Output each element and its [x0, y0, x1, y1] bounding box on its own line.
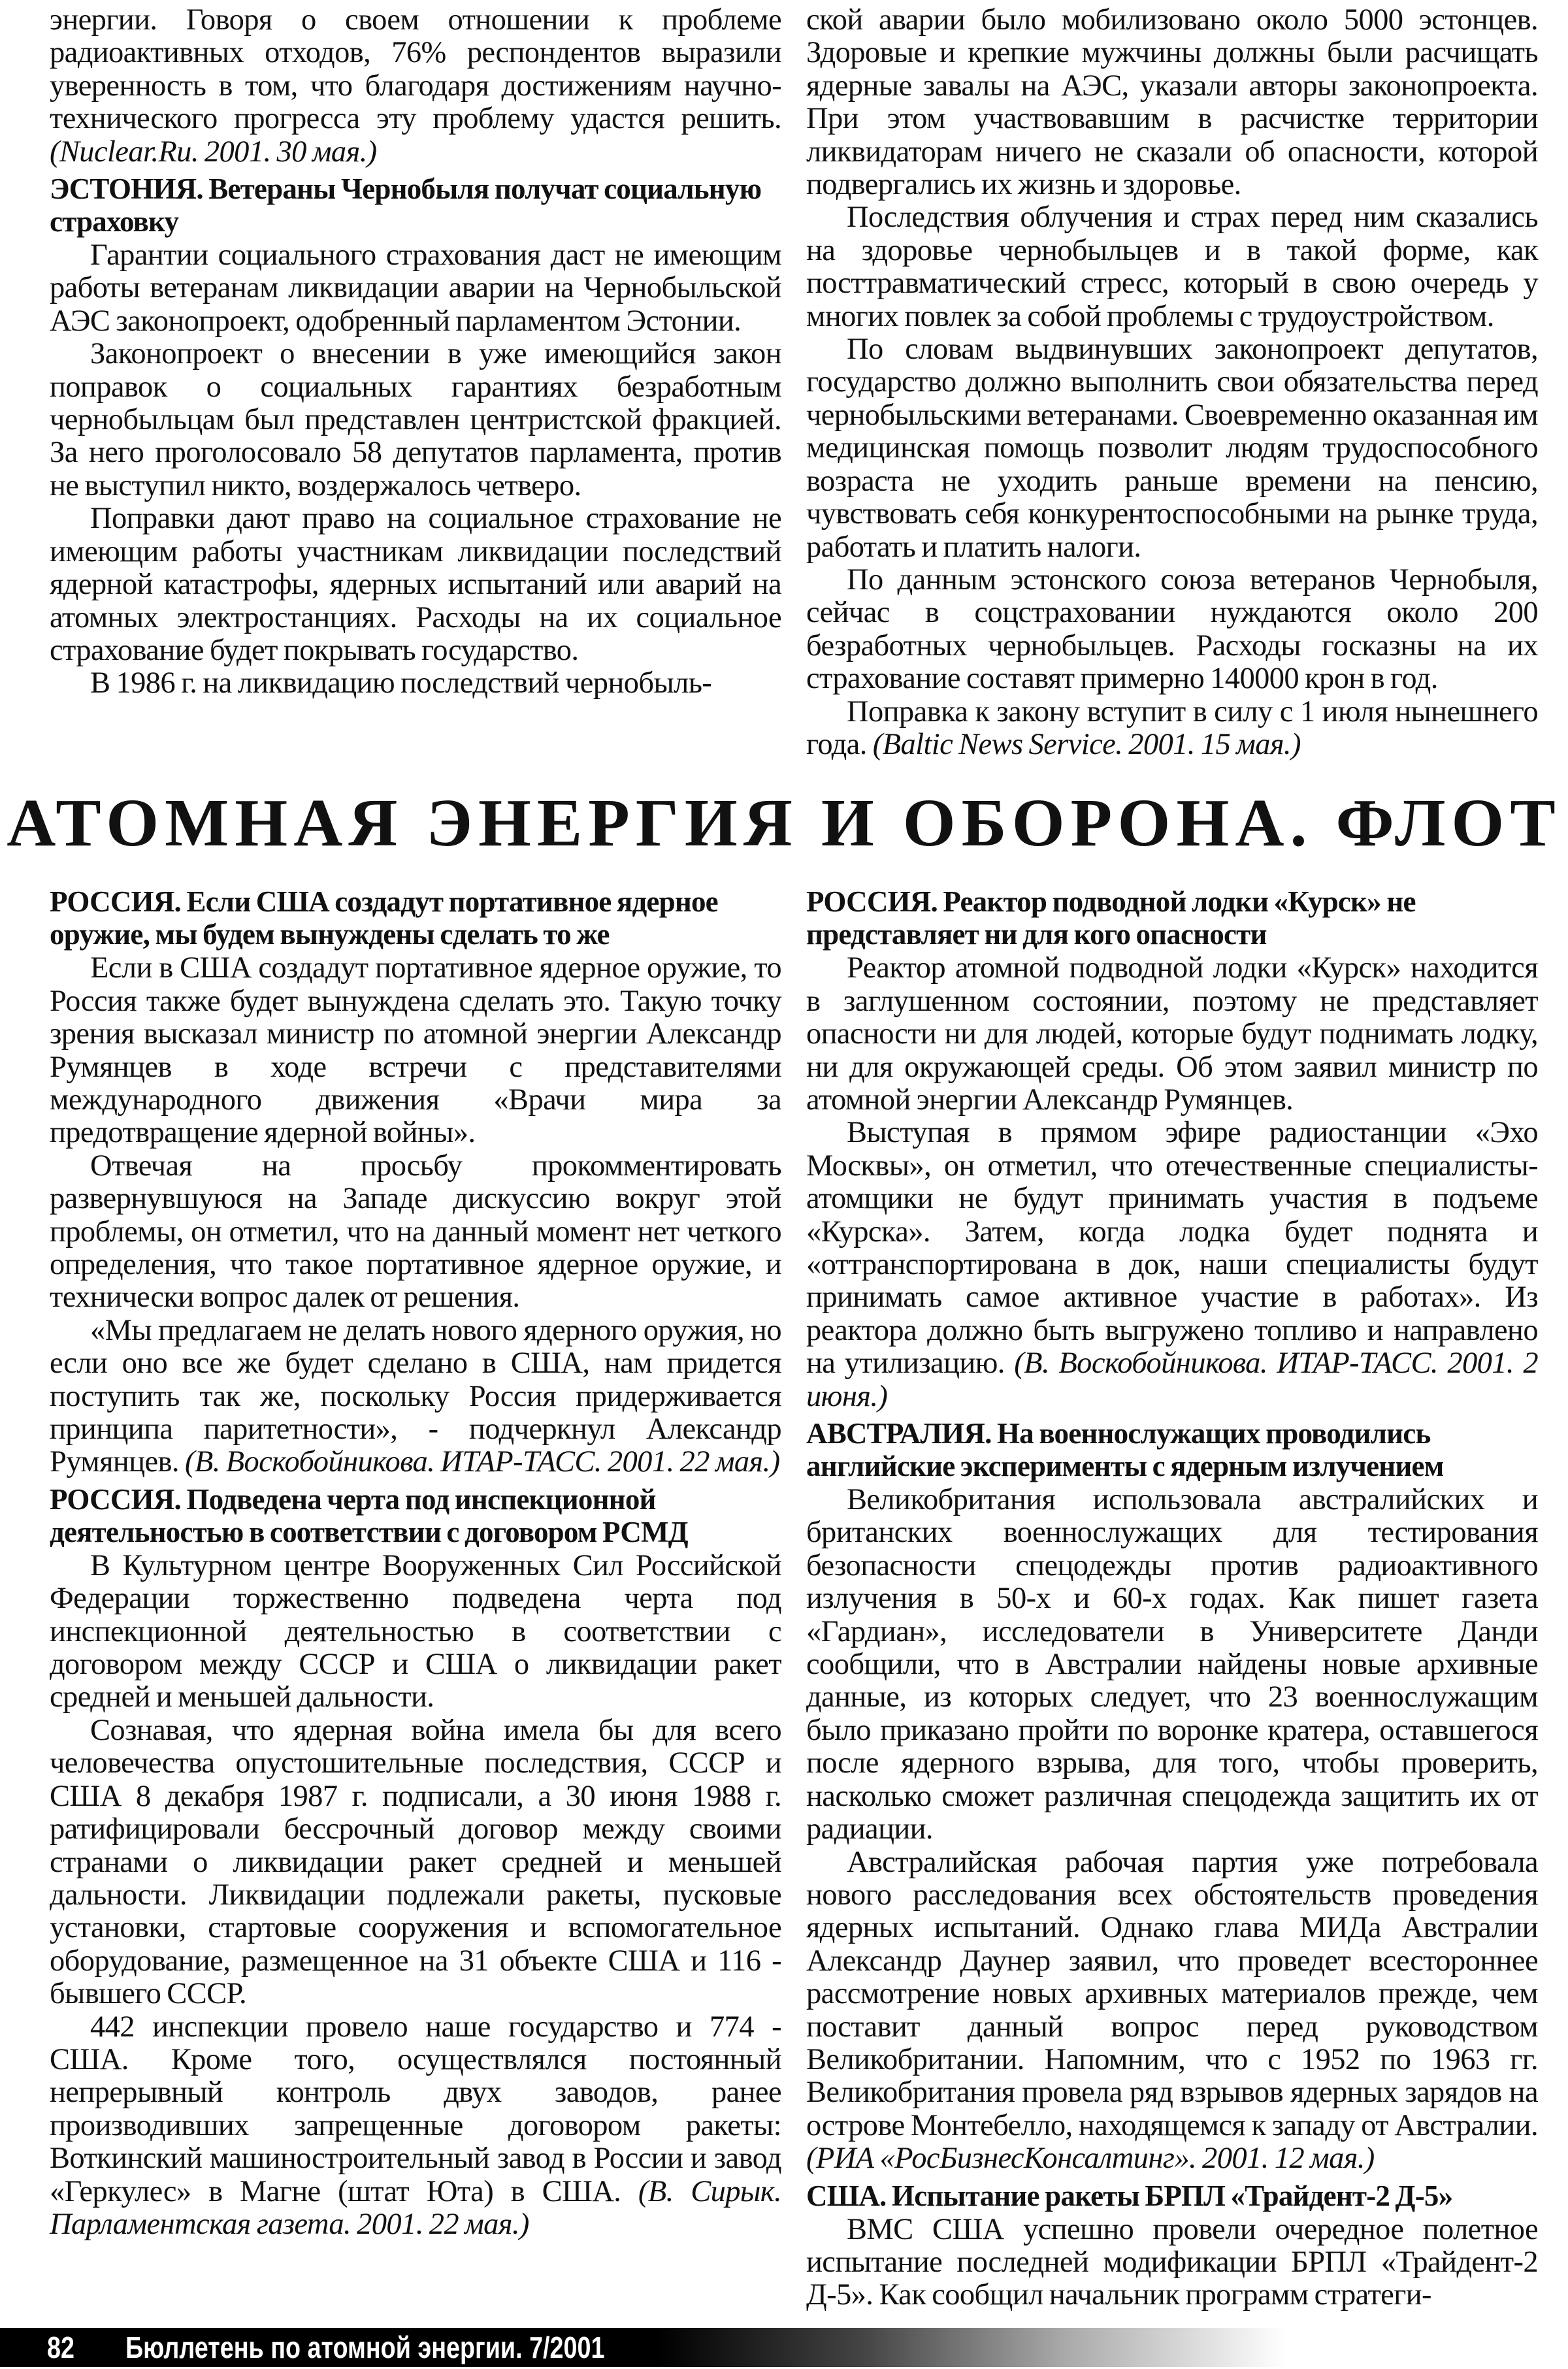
article-paragraph	[50, 502, 781, 667]
paragraph-text: Отвечая на просьбу прокомментировать развернувшуюся на Западе дискуссию вокруг этой проблемы, он отметил, что на данный момент нет четкого определения, что такое портативное ядерное оружие, и технически вопрос далек от решения.	[50, 1149, 781, 1315]
paragraph-text: По словам выдвинувших законопроект депутатов, государство должно выполнить свои обязательства перед чернобыльскими ветеранами. Своевременно оказанная им медицинская помощь позволит людям трудоспособного возраста не уходить раньше времени на пенсию, чувствовать себя конкурентоспособными на рынке труда, работать и платить налоги.	[806, 333, 1539, 564]
paragraph-text: Поправка к закону вступит в силу с 1 июля нынешнего года.	[806, 694, 1538, 761]
paragraph-text: Поправки дают право на социальное страхование не имеющим работы участникам ликвидации последствий ядерной катастрофы, ядерных испытаний или аварий на атомных электростанциях. Расходы на их социальное страхование будет покрывать государство.	[50, 502, 781, 667]
paragraph-text: «Мы предлагаем не делать нового ядерного оружия, но если оно все же будет сделано в США, нам придется поступить так же, поскольку Россия придерживается принципа паритетности», - подчеркнул Александр Румянцев.	[50, 1313, 781, 1479]
paragraph-text: Законопроект о внесении в уже имеющийся закон поправок о социальных гарантиях безработным чернобыльцам был представлен центристской фракцией. За него проголосовало 58 депутатов парламента, против не выступил никто, воздержалось четверо.	[50, 337, 781, 502]
paragraph-text: Великобритания использовала австралийских и британских военнослужащих для тестирования безопасности спецодежды против радиоактивного излучения в 50-х и 60-х годах. Как пишет газета «Гардиан», исследователи в Университете Данди сообщили, что в Австралии найдены новые архивные данные, из которых следует, что 23 военнослужащим было приказано пройти по воронке кратера, оставшегося после ядерного взрыва, для того, чтобы проверить, насколько сможет различная спецодежда защитить их от радиации.	[806, 1483, 1538, 1846]
top-section	[0, 4, 1568, 761]
article-paragraph	[806, 2214, 1538, 2312]
bottom-section	[0, 881, 1568, 2312]
article-paragraph	[806, 1117, 1538, 1413]
source-citation: (В. Воскобойникова. ИТАР-ТАСС. 2001. 2 июня.)	[806, 1347, 1539, 1413]
source-citation: (Baltic News Service. 2001. 15 мая.)	[872, 727, 1301, 761]
article-paragraph	[50, 952, 781, 1149]
paragraph-text: В Культурном центре Вооруженных Сил Российской Федерации торжественно подведена черта под инспекционной деятельностью в соответствии с договором между СССР и США о ликвидации ракет средней и меньшей дальности.	[50, 1548, 781, 1714]
bottom-right-column	[806, 881, 1538, 2312]
article-paragraph	[50, 1714, 781, 2011]
article-paragraph	[50, 1550, 781, 1714]
paragraph-text: 442 инспекции провело наше государство и 774 - США. Кроме того, осуществлялся постоянный непрерывный контроль двух заводов, ранее производивших запрещенные договором ракеты: Воткинский машиностроительный завод в России и завод «Геркулес» в Магне (штат Юта) в США.	[50, 2010, 781, 2208]
source-citation: (Nuclear.Ru. 2001. 30 мая.)	[50, 135, 377, 169]
article-heading: РОССИЯ. Если США создадут портативное ядерное оружие, мы будем вынуждены сделать то же	[50, 885, 718, 951]
bottom-left-column	[50, 881, 781, 2312]
article-paragraph	[50, 239, 781, 338]
publication-title: Бюллетень по атомной энергии. 7/2001	[125, 2330, 605, 2364]
article-paragraph	[806, 1846, 1538, 2176]
article-paragraph	[806, 4, 1538, 201]
article-paragraph	[50, 1315, 781, 1479]
paragraph-text: По данным эстонского союза ветеранов Чернобыля, сейчас в соцстраховании нуждаются около 200 безработных чернобыльцев. Расходы госказны на их страхование составят примерно 140000 крон в год.	[806, 563, 1538, 696]
article-paragraph	[50, 338, 781, 502]
article-paragraph	[50, 4, 781, 169]
paragraph-text: энергии. Говоря о своем отношении к проблеме радиоактивных отходов, 76% респондентов выразили уверенность в том, что благодаря достижениям научно-технического прогресса эту проблему удастся решить.	[50, 3, 781, 136]
article-paragraph	[806, 696, 1538, 762]
source-citation: (В. Воскобойникова. ИТАР-ТАСС. 2001. 22 мая.)	[184, 1445, 780, 1479]
paragraph-text: Последствия облучения и страх перед ним сказались на здоровье чернобыльцев и в такой форме, как посттравматический стресс, который в свою очередь у многих повлек за собой проблемы с трудоустройством.	[806, 201, 1538, 333]
paragraph-text: ВМС США успешно провели очередное полетное испытание последней модификации БРПЛ «Трайдент-2 Д-5». Как сообщил начальник программ стратеги-	[806, 2212, 1538, 2312]
paragraph-text: Сознавая, что ядерная война имела бы для всего человечества опустошительные последствия, СССР и США 8 декабря 1987 г. подписали, а 30 июня 1988 г. ратифицировали бессрочный договор между своими странами о ликвидации ракет средней и меньшей дальности. Ликвидации подлежали ракеты, пусковые установки, стартовые сооружения и вспомогательное оборудование, размещенное на 31 объекте США и 116 - бывшего СССР.	[50, 1713, 781, 2011]
spacer	[0, 2312, 1568, 2328]
source-citation: (В. Сирык. Парламентская газета. 2001. 22 мая.)	[50, 2174, 781, 2241]
top-right-column	[806, 4, 1538, 761]
page-number: 82	[47, 2330, 74, 2364]
article-heading: РОССИЯ. Подведена черта под инспекционной деятельностью в соответствии с договором РСМД	[50, 1482, 688, 1548]
article-paragraph	[50, 667, 781, 700]
paragraph-text: Гарантии социального страхования даст не имеющим работы ветеранам ликвидации аварии на Чернобыльской АЭС законопроект, одобренный парламентом Эстонии.	[50, 238, 781, 338]
article-heading: ЭСТОНИЯ. Ветераны Чернобыля получат социальную страховку	[50, 172, 762, 238]
article-paragraph	[806, 1484, 1538, 1846]
paragraph-text: Реактор атомной подводной лодки «Курск» находится в заглушенном состоянии, поэтому не представляет опасности ни для людей, которые будут поднимать лодку, ни для окружающей среды. Об этом заявил министр по атомной энергии Александр Румянцев.	[806, 951, 1538, 1117]
paragraph-text: ской аварии было мобилизовано около 5000 эстонцев. Здоровые и крепкие мужчины должны были расчищать ядерные завалы на АЭС, указали авторы законопроекта. При этом участвовавшим в расчистке территории ликвидаторам ничего не сказали об опасности, которой подвергались их жизнь и здоровье.	[806, 3, 1538, 202]
article-paragraph	[50, 2011, 781, 2242]
article-paragraph	[806, 564, 1538, 696]
article-heading: АВСТРАЛИЯ. На военнослужащих проводились английские эксперименты с ядерным излучением	[806, 1417, 1444, 1483]
article-paragraph	[50, 1150, 781, 1315]
article-paragraph	[806, 201, 1538, 333]
section-title: АТОМНАЯ ЭНЕРГИЯ И ОБОРОНА. ФЛОТ	[7, 785, 1561, 861]
top-left-column	[50, 4, 781, 761]
paragraph-text: Если в США создадут портативное ядерное оружие, то Россия также будет вынуждена сделать это. Такую точку зрения высказал министр по атомной энергии Александр Румянцев в ходе встречи с представителями международного движения «Врачи мира за предотвращение ядерной войны».	[50, 951, 781, 1150]
article-paragraph	[806, 333, 1538, 564]
article-heading: США. Испытание ракеты БРПЛ «Трайдент-2 Д-5»	[806, 2179, 1453, 2212]
paragraph-text: Выступая в прямом эфире радиостанции «Эхо Москвы», он отметил, что отечественные специалисты-атомщики не будут принимать участия в подъеме «Курска». Затем, когда лодка будет поднята и «оттранспортирована в док, наши специалисты будут принимать самое активное участие в работах». Из реактора должно быть выгружено топливо и направлено на утилизацию.	[806, 1116, 1538, 1381]
article-heading: РОССИЯ. Реактор подводной лодки «Курск» не представляет ни для кого опасности	[806, 885, 1416, 951]
page-footer	[0, 2328, 1568, 2367]
paragraph-text: Австралийская рабочая партия уже потребовала нового расследования всех обстоятельств проведения ядерных испытаний. Однако глава МИДа Австралии Александр Даунер заявил, что проведет всестороннее рассмотрение новых архивных материалов прежде, чем поставит данный вопрос перед руководством Великобритании. Напомним, что с 1952 по 1963 гг. Великобритания провела ряд взрывов ядерных зарядов на острове Монтебелло, находящемся к западу от Австралии.	[806, 1845, 1538, 2142]
source-citation: (РИА «РосБизнесКонсалтинг». 2001. 12 мая.)	[806, 2142, 1375, 2176]
article-paragraph	[806, 952, 1538, 1117]
paragraph-text: В 1986 г. на ликвидацию последствий чернобыль-	[90, 666, 712, 700]
